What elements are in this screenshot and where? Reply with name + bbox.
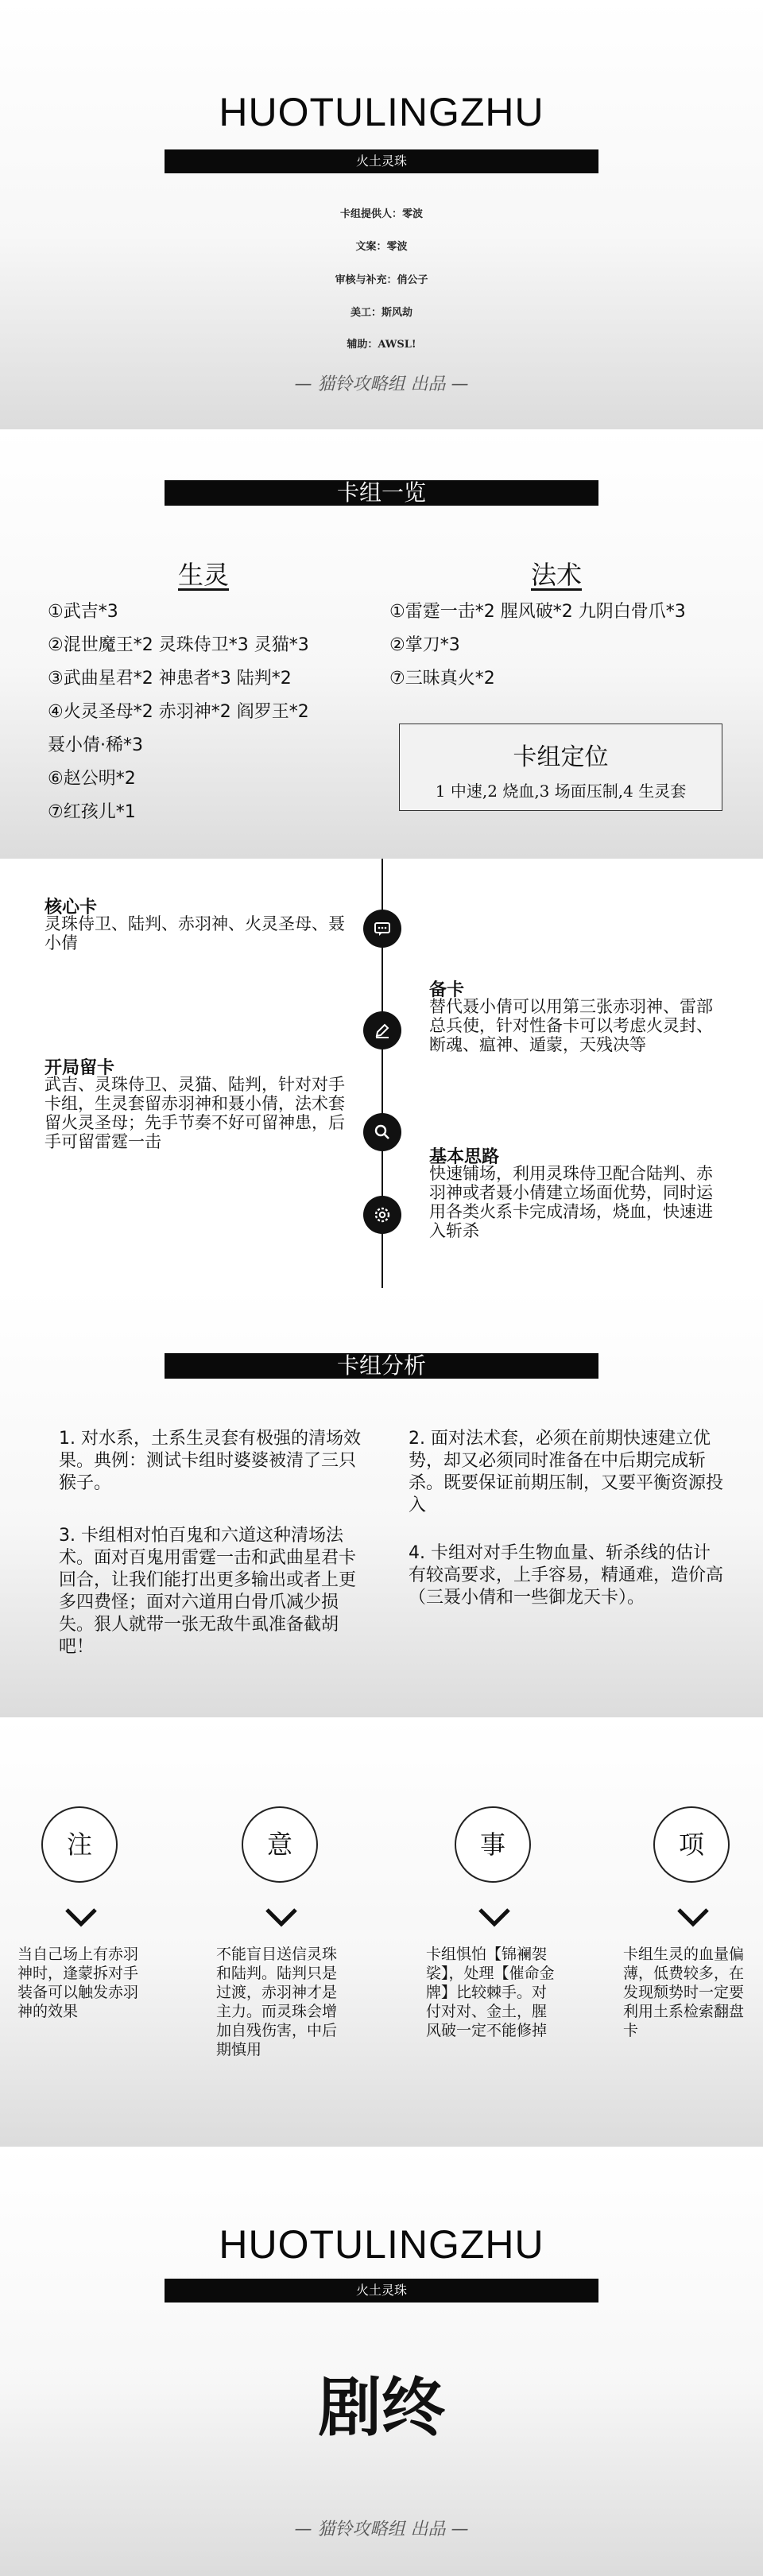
analysis-section xyxy=(0,1288,763,1717)
brand-title: HUOTULINGZHU xyxy=(219,90,544,134)
creature-line: ④火灵圣母*2 赤羽神*2 阎罗王*2 xyxy=(48,702,309,722)
credit-provider: 卡组提供人：零波 xyxy=(339,208,423,220)
overview-section xyxy=(0,429,763,859)
positioning-desc: 1 中速,2 烧血,3 场面压制,4 生灵套 xyxy=(435,782,687,801)
positioning-title: 卡组定位 xyxy=(513,743,609,771)
note-text: 不能盲目送信灵珠和陆判。陆判只是过渡，赤羽神才是主力。而灵珠会增加自残伤害，中后期慎用 xyxy=(216,1946,338,2058)
creature-line: ①武吉*3 xyxy=(48,602,118,622)
publisher-line: — 猫铃攻略组 出品 — xyxy=(294,374,469,394)
notes-char-circle: 项 xyxy=(653,1806,730,1883)
mulligan-text: 武吉、灵珠侍卫、灵猫、陆判，针对对手卡组，生灵套留赤羽神和聂小倩，法术套留火灵圣母；先手节奏不好可留神患，后手可留雷霆一击 xyxy=(45,1075,345,1151)
edit-icon xyxy=(373,1021,392,1040)
basic-idea-title: 基本思路 xyxy=(429,1147,500,1167)
backup-cards-title: 备卡 xyxy=(429,980,465,1000)
analysis-title: 卡组分析 xyxy=(165,1353,598,1379)
timeline-node xyxy=(363,910,401,948)
creature-line: ③武曲星君*2 神患者*3 陆判*2 xyxy=(48,669,292,689)
analysis-point-3: 3. 卡组相对怕百鬼和六道这种清场法术。面对百鬼用雷霆一击和武曲星君卡回合，让我们能打出更多输出或者上更多四费怪；面对六道用白骨爪减少损失。狠人就带一张无敌牛虱准备截胡吧！ xyxy=(59,1526,357,1657)
analysis-point-1: 1. 对水系，土系生灵套有极强的清场效果。典例：测试卡组时婆婆被清了三只猴子。 xyxy=(59,1429,361,1493)
chevron-down-icon xyxy=(62,1905,100,1929)
creature-line: ②混世魔王*2 灵珠侍卫*3 灵猫*3 xyxy=(48,635,309,655)
timeline-node xyxy=(363,1113,401,1151)
spell-line: ②掌刀*3 xyxy=(389,635,460,655)
overview-title: 卡组一览 xyxy=(165,480,598,506)
header-section xyxy=(0,0,763,429)
notes-section xyxy=(0,1717,763,2147)
notes-char-circle: 事 xyxy=(455,1806,531,1883)
spell-line: ⑦三昧真火*2 xyxy=(389,669,495,689)
notes-char-circle: 注 xyxy=(41,1806,118,1883)
note-text: 卡组惧怕【锦襕袈裟】，处理【催命金牌】比较棘手。对付对对、金土，腥风破一定不能修掉 xyxy=(426,1946,555,2039)
backup-cards-text: 替代聂小倩可以用第三张赤羽神、雷部总兵使，针对性备卡可以考虑火灵封、断魂、瘟神、遁蒙，天残决等 xyxy=(429,997,713,1054)
core-cards-text: 灵珠侍卫、陆判、赤羽神、火灵圣母、聂小倩 xyxy=(45,914,345,952)
subtitle-bar: 火土灵珠 xyxy=(165,149,598,173)
positioning-box xyxy=(399,724,722,811)
chevron-down-icon xyxy=(674,1905,712,1929)
chat-icon xyxy=(373,919,392,938)
note-text: 当自己场上有赤羽神时，逢蒙拆对手装备可以触发赤羽神的效果 xyxy=(17,1946,139,2020)
mulligan-title: 开局留卡 xyxy=(45,1058,115,1078)
timeline-node xyxy=(363,1011,401,1049)
ending-brand-title: HUOTULINGZHU xyxy=(219,2222,544,2267)
ending-subtitle-bar: 火土灵珠 xyxy=(165,2279,598,2302)
credit-review: 审核与补充：俏公子 xyxy=(335,274,428,286)
note-text: 卡组生灵的血量偏薄，低费较多，在发现颓势时一定要利用土系检索翻盘卡 xyxy=(623,1946,745,2039)
creature-line: ⑥赵公明*2 xyxy=(48,769,136,789)
creature-line: ⑦红孩儿*1 xyxy=(48,802,136,822)
spells-heading: 法术 xyxy=(531,560,583,590)
creature-line: 聂小倩·稀*3 xyxy=(48,735,143,755)
ending-publisher-line: — 猫铃攻略组 出品 — xyxy=(294,2520,469,2539)
chevron-down-icon xyxy=(262,1905,300,1929)
spell-line: ①雷霆一击*2 腥风破*2 九阴白骨爪*3 xyxy=(389,602,686,622)
creatures-heading: 生灵 xyxy=(178,560,230,590)
timeline-node xyxy=(363,1196,401,1234)
search-icon xyxy=(373,1123,392,1142)
timeline-section xyxy=(0,859,763,1288)
gear-icon xyxy=(373,1205,392,1224)
credit-assist: 辅助：AWSL! xyxy=(347,339,416,351)
credit-copy: 文案：零波 xyxy=(355,241,408,253)
ending-text: 剧终 xyxy=(318,2370,445,2445)
analysis-point-4: 4. 卡组对对手生物血量、斩杀线的估计有较高要求，上手容易，精通难，造价高（三聂小倩和一些御龙天卡）。 xyxy=(409,1543,724,1608)
core-cards-title: 核心卡 xyxy=(45,898,98,918)
analysis-point-2: 2. 面对法术套，必须在前期快速建立优势，却又必须同时准备在中后期完成斩杀。既要保证前期压制，又要平衡资源投入 xyxy=(409,1429,724,1515)
notes-char-circle: 意 xyxy=(242,1806,318,1883)
ending-section xyxy=(0,2147,763,2576)
chevron-down-icon xyxy=(475,1905,513,1929)
credit-art: 美工：斯风劫 xyxy=(350,307,412,319)
basic-idea-text: 快速铺场，利用灵珠侍卫配合陆判、赤羽神或者聂小倩建立场面优势，同时运用各类火系卡完成清场，烧血，快速进入斩杀 xyxy=(429,1164,713,1240)
